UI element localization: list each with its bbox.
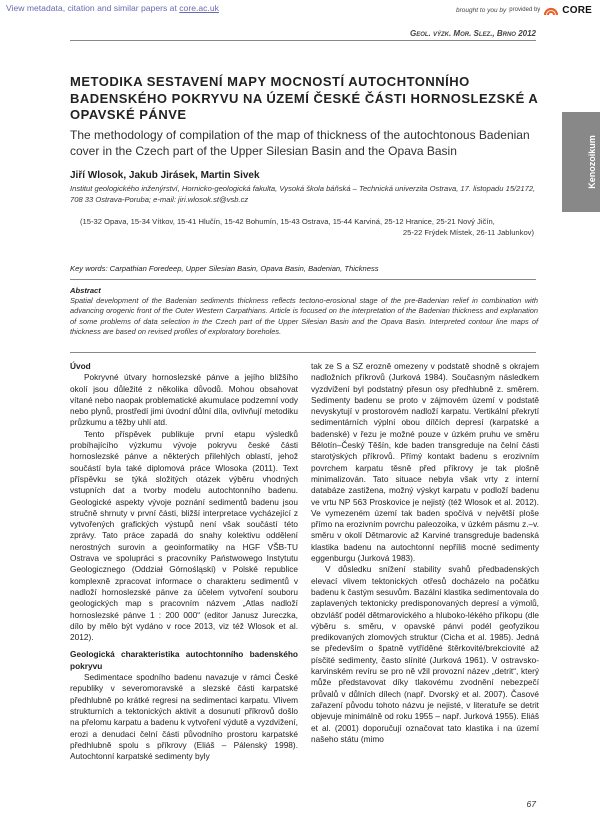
article-title-english: The methodology of compilation of the map of thickness of the autochtonous Badenian cover in the Czech part of the Upper Silesian Basin and the Opava Basin [70,128,530,158]
running-head: Geol. výzk. Mor. Slez., Brno 2012 [409,29,536,38]
core-metadata-link[interactable] [6,3,219,13]
section-heading-intro: Úvod [70,361,91,371]
paragraph: V důsledku snížení stability svahů předbadenských elevací vlivem tektonických otřesů docházelo na počátku badenu k častým sesuvům. Bazální klastika sedimentovala do zaplavených tektonicky predisponovaných depresí a výmolů, obzvlášť podél dětmarovického a hluboko-lékého příkopu (dle výběru s. směru, v opavské pánvi podél geofyzikou predikovaných zlomových struktur (Cicha et al. 1985). Jedná se především o špatně vytříděné štěrkovité/brekciovité až písčité sedimenty, často slínité (Jurková 1961). V ostravsko-karvinském revíru se pro ně vžil provozní název „detrit“, který může představovat díky tlakovému zvodnění nebezpečí průvalů v důlních dílech (např. Dvorský et al. 2007). Časové zařazení původu tohoto názvu je nejisté, v literatuře se detrit objevuje minimálně od roku 1955 – např. Jurková 1955). Eliáš et al. (2001) doporučují označovat tato klastika i na území našeho státu (mimo [311,564,539,744]
abstract-heading: Abstract [70,286,101,295]
body-column-right [311,361,539,745]
core-brand[interactable] [456,2,592,18]
provided-by-text: provided by [509,7,541,13]
paragraph: Sedimentace spodního badenu navazuje v rámci České republiky v severomoravské a slezské části karpatské předhlubně po krátké regresi na sedimentaci karpatu. Vlivem strukturních a tektonických aktivit a dosunutí příkrovů došlo na přelomu karpatu a badenu k vytvoření výdutě a vyzdvižení, erozi a denudaci čelní části původního prostoru karpatské předhlubně spolu s příkrovy (Eliáš – Pálenský 1998). Autochtonní karpatské sedimenty byly [70,672,298,762]
map-sheets-line-1: (15-32 Opava, 15-34 Vítkov, 15-41 Hlučín, 15-42 Bohumín, 15-43 Ostrava, 15-44 Karviná, 25-12 Hranice, 25-21 Nový Jičín, [80,217,495,226]
core-link-prefix[interactable]: View metadata, citation and similar papers at [6,3,177,13]
section-side-tab-label: Kenozoikum [587,135,597,189]
paragraph: tak ze S a SZ erozně omezeny v podstatě shodně s okrajem nadložních příkrovů (Jurková 1984). Současným následkem vyzdvižení byl podstatný přesun osy předhlubně z. směrem. Sedimenty badenu se proto v zájmovém území v podstatě nevyskytují v prostorovém nadloží karpatu. Vertikální překrytí sedimentárních výplní obou dílčích depresí (karpatské a badenské) v řezu je možné pouze v úzkém pruhu ve směru Bělotín–Český Těšín, kde baden transgreduje na čelní části starotýských příkrovů. Přímý kontakt badenu s erozivním povrchem karpatu těsně před příkrovy je tak plošně minimalizován. Tato situace nebyla však vrty z interní databáze zastižena, možný výskyt karpatu v podloží badenu ve vrtu NP 563 Proskovice je nejistý (též Wlosok et al. 2012). Ve vymezeném území tak baden spočívá v největší ploše přímo na erozivním povrchu paleozoika, v úzkém pásmu z.–v. směru v okolí Dětmarovic až Karviné transgreduje badenská klastika badenu na autochtonní nepříliš mocné sedimenty eggenburgu (Jurková 1983). [311,361,539,564]
map-sheets-line-2: 25-22 Frýdek Místek, 26-11 Jablunkov) [402,228,534,237]
paragraph: Tento příspěvek publikuje první etapu výsledků probíhajícího výzkumu vývoje pokryvu české části hornoslezské pánve a některých přilehlých oblastí, jehož součástí byla také diplomová práce Wlosoka (2011). Text příspěvku se týká složitých otázek výběru vhodných vstupních dat a tvorby modelu autochtonního badenu. Geologické aspekty vývoje poznání sedimentů badenu jsou stručně shrnuty v první části, bližší interpretace vycházející z vytvořených grafických výstupů není však součástí této zprávy. Tato práce zapadá do snahy kolektivu oddělení nerostných surovin a geoinformatiky na HGF VŠB-TU Ostrava ve spolupráci s pracovníky Państwowego Instytutu Geologicznego (Oddział Górnośląski) v Polské republice komplexně zpracovat informace o charakteru sedimentů v nadloží hornoslezské pánve za účelem vytvoření souboru geologických map s pracovním názvem „Atlas nadloží hornoslezské pánve 1 : 200 000“ (editor Janusz Jureczka, dílo by mělo být vydáno v roce 2013, viz též Wlosok et al. 2012). [70,428,298,643]
article-title-czech: METODIKA SESTAVENÍ MAPY MOCNOSTÍ AUTOCHTONNÍHO BADENSKÉHO POKRYVU NA ÚZEMÍ ČESKÉ ČÁSTI HORNOSLEZSKÉ A OPAVSKÉ PÁNVE [70,74,538,122]
header-rule [70,40,536,41]
keywords: Key words: Carpathian Foredeep, Upper Silesian Basin, Opava Basin, Badenian, Thickness [70,264,379,273]
page-number: 67 [526,799,536,809]
core-logo-word: CORE [562,4,592,16]
core-banner [0,0,600,20]
abstract-rule [70,352,536,353]
article-authors: Jiří Wlosok, Jakub Jirásek, Martin Sivek [70,170,260,181]
map-sheets [70,216,534,238]
paragraph: Pokryvné útvary hornoslezské pánve a jejího bližšího okolí jsou důležité z několika důvodů. Mohou obsahovat vítané nebo naopak problematické akumulace podzemní vody nebo plynů, prostředí jimi úvodní důlní díla, ovlivňují metodiku průzkumu a těžby uhlí atd. [70,372,298,428]
core-logo-icon [543,4,559,17]
body-column-left [70,361,298,762]
keywords-rule [70,279,536,280]
abstract-text: Spatial development of the Badenian sediments thickness reflects tectono-erosional stage of the pre-Badenian relief in combination with advancing orogenic front of the Outer Western Carpathians. Article is focused on the interpretation of the Badenian thickness and explanation of some problems of data selection in the Czech part of the Upper Silesian Basin and the Opava Basin. Interpreted contour line maps of thickness are based on revised profiles of exploratory boreholes. [70,296,538,336]
core-link-site[interactable]: core.ac.uk [179,3,219,13]
section-side-tab [562,112,600,212]
brought-to-you-text: brought to you by [456,6,507,14]
author-affiliation: Institut geologického inženýrství, Hornicko-geologická fakulta, Vysoká škola báňská – Technická univerzita Ostrava, 17. listopadu 15/2172, 708 33 Ostrava-Poruba; e-mail: jiri.wlosok.st@vsb.cz [70,184,536,204]
section-heading-geology: Geologická charakteristika autochtonního badenského pokryvu [70,649,298,671]
